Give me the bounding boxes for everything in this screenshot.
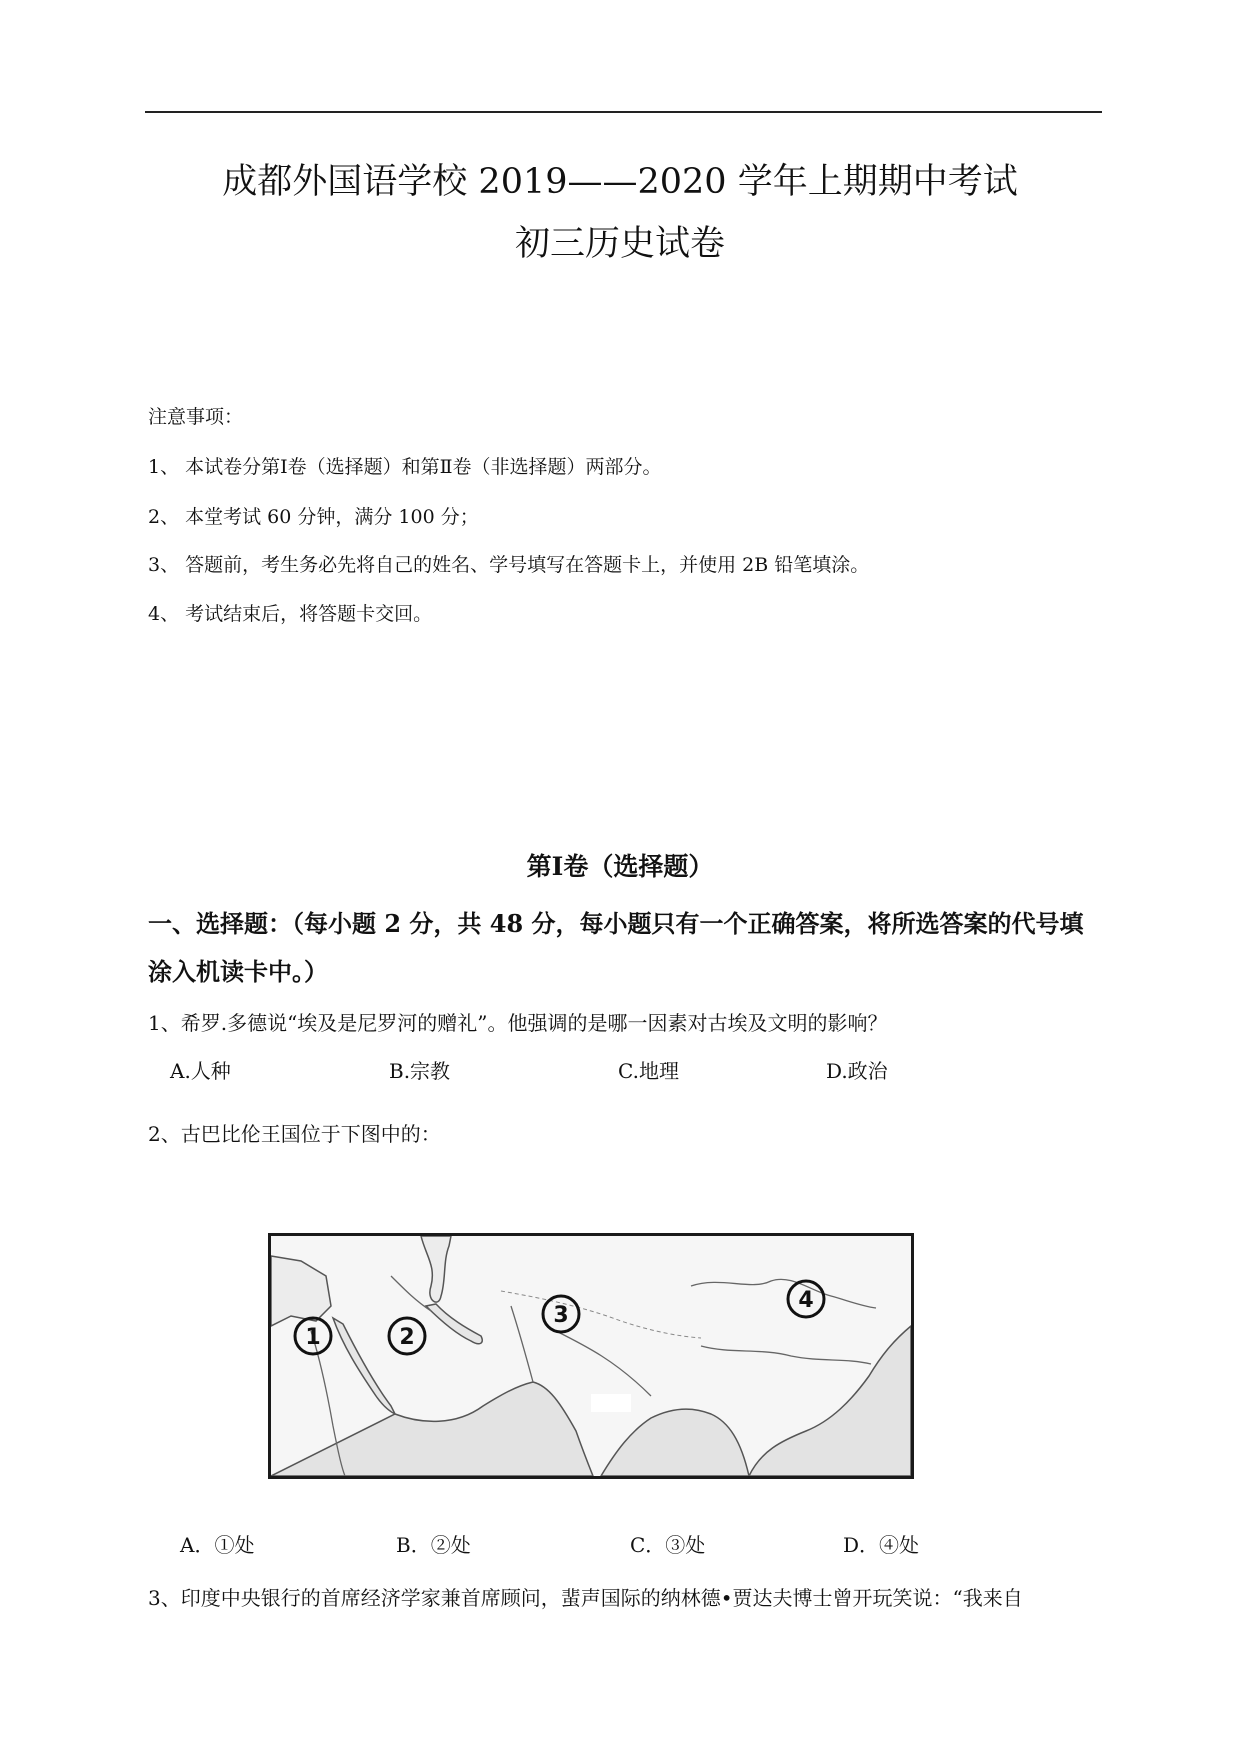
q1-option-c: C.地理: [618, 1059, 679, 1083]
q1-option-b: B.宗教: [389, 1059, 451, 1083]
svg-text:3: 3: [553, 1303, 569, 1328]
q2-option-a: A．①处: [180, 1533, 255, 1557]
note-item: 3、 答题前，考生务必先将自己的姓名、学号填写在答题卡上，并使用 2B 铅笔填涂。: [148, 554, 870, 576]
ancient-civilizations-map: [268, 1233, 914, 1479]
note-item: 1、 本试卷分第Ⅰ卷（选择题）和第Ⅱ卷（非选择题）两部分。: [148, 456, 662, 478]
q2-option-c: C．③处: [630, 1533, 706, 1557]
section-instruction-cont: 涂入机读卡中。）: [148, 957, 328, 986]
note-item: 4、 考试结束后，将答题卡交回。: [148, 603, 433, 625]
q1-option-a: A.人种: [170, 1059, 231, 1083]
notes-heading: 注意事项：: [148, 406, 244, 428]
q1-option-d: D.政治: [826, 1059, 888, 1083]
question-2-text: 2、古巴比伦王国位于下图中的：: [148, 1122, 441, 1146]
svg-text:4: 4: [798, 1288, 814, 1313]
note-item: 2、 本堂考试 60 分钟，满分 100 分；: [148, 506, 479, 528]
section-instruction: 一、选择题：（每小题 2 分，共 48 分，每小题只有一个正确答案，将所选答案的代号填: [148, 909, 1084, 938]
svg-text:2: 2: [399, 1325, 415, 1350]
exam-title: 成都外国语学校 2019——2020 学年上期期中考试: [222, 162, 1018, 202]
top-rule: [145, 111, 1102, 113]
exam-subtitle: 初三历史试卷: [514, 224, 725, 264]
q2-option-d: D．④处: [843, 1533, 920, 1557]
question-3-text: 3、印度中央银行的首席经济学家兼首席顾问，蜚声国际的纳林德•贾达夫博士曾开玩笑说：“我来自: [148, 1586, 1023, 1610]
section-title: 第Ⅰ卷（选择题）: [526, 852, 714, 881]
svg-text:1: 1: [305, 1325, 321, 1350]
q2-option-b: B．②处: [396, 1533, 471, 1557]
question-1-text: 1、希罗.多德说“埃及是尼罗河的赠礼”。他强调的是哪一因素对古埃及文明的影响？: [148, 1011, 888, 1035]
